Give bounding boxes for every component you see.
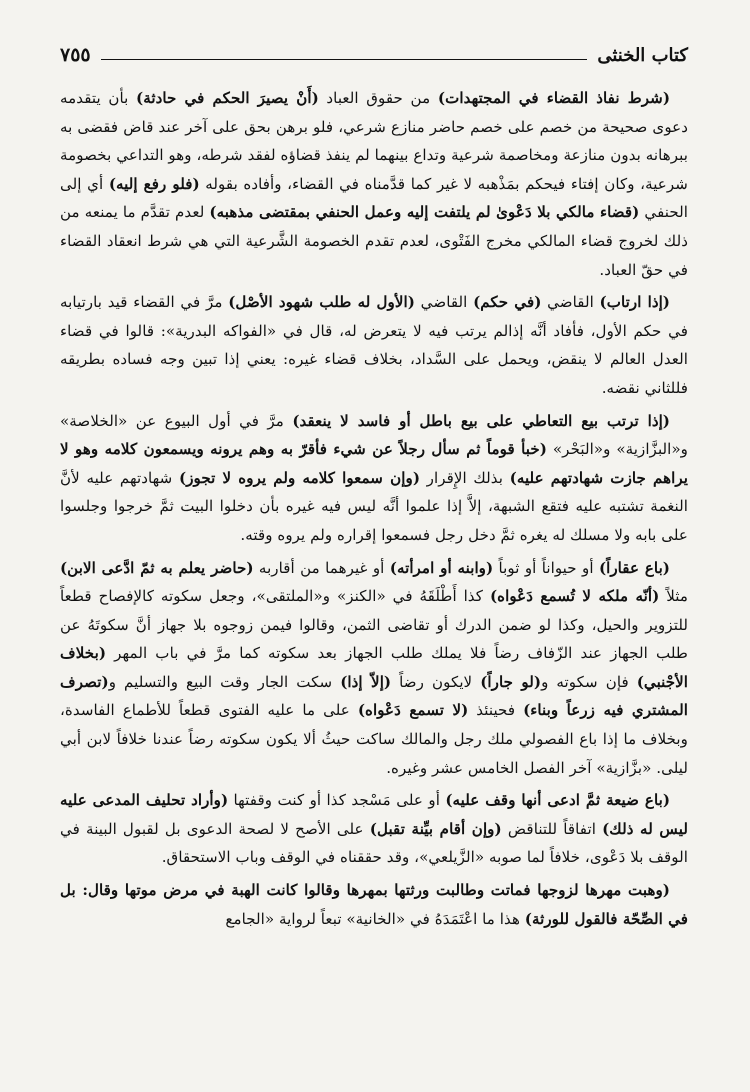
running-header — [60, 32, 688, 66]
bold-matn-segment: (قضاء مالكي بلا دَعْوىٰ لم يلتفت إليه وعمل الحنفي بمقتضى مذهبه) — [209, 203, 640, 222]
bold-matn-segment: (تصرف المشتري فيه زرعاً وبناء) — [60, 672, 688, 720]
commentary-segment: اتفاقاً للتناقض — [501, 819, 603, 838]
paragraph — [60, 554, 688, 783]
commentary-segment: شهادتهم عليه لأنَّ النغمة تشتبه عليه فتقع الشبهة، إلاَّ إذا علموا أنَّه ليس فيه غيره بأن دخلوا البيت ثمَّ خرجوا وجلسوا على بابه ولا مسلك له يغره ثمَّ دخل رجل فسمعوا إقراره ولم يروه وقته. — [60, 468, 688, 544]
commentary-segment: من حقوق العباد — [318, 89, 438, 107]
bold-matn-segment: (حاضر يعلم به ثمّ ادَّعى الابن) — [60, 558, 254, 577]
bold-matn-segment: (في حكم) — [473, 293, 542, 312]
bold-matn-segment: (بخلاف الأجْنبي) — [60, 644, 688, 691]
commentary-segment: هذا ما اعْتَمَدَهُ في «الخانية» تبعاً لرواية «الجامع — [225, 909, 525, 928]
bold-matn-segment: (وهبت مهرها لزوجها فماتت وطالبت ورثتها بمهرها وقالوا كانت الهبة في مرض موتها وقال: بل في الصِّحّة فالقول للورثة) — [60, 881, 688, 928]
bold-matn-segment: (أَنْ يصيرَ الحكم في حادثة) — [136, 89, 319, 107]
commentary-segment: أي إلى الحنفي — [60, 174, 689, 222]
paragraph — [60, 84, 688, 284]
page-body — [60, 84, 688, 933]
bold-matn-segment: (شرط نفاذ القضاء في المجتهدات) — [437, 89, 671, 107]
commentary-segment: أو على مَسْجد كذا أو كنت وقفتها — [228, 791, 446, 810]
paragraph — [60, 876, 688, 933]
bold-matn-segment: (لو جاراً) — [480, 672, 542, 691]
commentary-segment: مثلاً — [659, 587, 689, 606]
paragraph — [60, 407, 688, 550]
commentary-segment: أو غيرهما من أقاربه — [253, 558, 390, 577]
bold-matn-segment: (إذا ترتب بيع التعاطي على بيع باطل أو فاسد لا ينعقد) — [292, 411, 670, 430]
commentary-segment: على ما عليه الفتوى قطعاً للأطماع الفاسدة، وبخلاف ما إذا باع الفصولي ملك رجل والمالك ساكت حيثُ ألا يكون سكوته رضاً عندنا خلافاً لابن أبي ليلى. «بزَّازية» آخر الفصل الخامس عشر وغيره. — [60, 701, 688, 777]
commentary-segment: بذلك الإِقرار — [420, 468, 510, 487]
commentary-segment: لعدم تقدَّم ما يمنعه من ذلك لخروج قضاء المالكي مخرج الفَتْوى، لعدم تقدم الخصومة الشَّرعية التي هي شرط انعقاد القضاء في حقّ العباد. — [60, 203, 688, 279]
page-number: ٧٥٥ — [60, 44, 91, 66]
paragraph — [60, 786, 688, 872]
bold-matn-segment: (وابنه أو امرأته) — [389, 558, 494, 577]
bold-matn-segment: (باع ضيعة ثمَّ ادعى أنها وقف عليه) — [445, 791, 671, 810]
bold-matn-segment: (أنّه ملكه لا تُسمع دَعْواه) — [489, 587, 660, 606]
commentary-segment: فإن سكوته و — [541, 672, 637, 691]
commentary-segment: أو حيواناً أو ثوباً — [493, 558, 599, 577]
bold-matn-segment: (وأراد تحليف المدعى عليه ليس له ذلك) — [60, 791, 688, 838]
commentary-segment: مرَّ في أول البيوع عن «الخلاصة» و«البزَّازية» و«البَحْر» — [60, 411, 688, 459]
commentary-segment: بأن يتقدمه دعوى صحيحة من خصم على خصم حاضر منازع شرعي، فلو برهن بحق على آخر عند قاض فقضى به ببرهانه بدون منازعة ومخاصمة شرعية وتداع بينهما لم ينفذ قضاؤه لفقد شرطه، وهو التداعي بخصومة شرعية، وكان إفتاء فيحكم بمَذْهبه لا غير كما قدَّمناه في القضاء، وأفاده بقوله — [60, 89, 688, 193]
bold-matn-segment: (وإن أقام بيِّنة تقبل) — [369, 819, 502, 838]
book-title: كتاب الخنثى — [597, 45, 688, 66]
commentary-segment: القاضي — [541, 293, 600, 312]
bold-matn-segment: (باع عقاراً) — [598, 558, 670, 577]
header-rule — [101, 59, 588, 60]
bold-matn-segment: (خبأ قوماً ثم سأل رجلاً عن شيء فأقرّ به وهم يرونه ويسمعون كلامه وهو لا يراهم جازت شهادتهم عليه) — [60, 440, 688, 487]
bold-matn-segment: (فلو رفع إليه) — [108, 174, 200, 193]
bold-matn-segment: (إلاّ إذا) — [340, 672, 392, 691]
commentary-segment: سكت الجار وقت البيع والتسليم و — [108, 672, 341, 691]
commentary-segment: كذا أَطْلَقَهُ في «الكنز» و«الملتقى»، وجعل سكوته كالإفصاح قطعاً للتزوير والحيل، وكذا لو ضمن الدرك أو تقاضى الثمن، وقالوا فيمن زوجوه بلا جهاز أنَّ سكوتَهُ عن طلب الجهاز عند الزّفاف رضاً فلا يملك طلب الجهاز بعد سكوته كما مرَّ في باب المهر — [60, 587, 688, 663]
bold-matn-segment: (الأول له طلب شهود الأصْل) — [228, 293, 415, 312]
paragraph — [60, 288, 688, 402]
commentary-segment: مرَّ في القضاء قيد بارتيابه في حكم الأول، فأفاد أنَّه إذالم يرتب فيه لا يتعرض له، قال في «الفواكه البدرية»: قالوا في قضاء العدل العالم لا ينقض، ويحمل على السَّداد، بخلاف قضاء غيره: يعني إذا تبين وجه فساده بطريقه فللثاني نقضه. — [60, 293, 688, 397]
commentary-segment: لايكون رضاً — [391, 672, 481, 691]
commentary-segment: القاضي — [414, 293, 474, 312]
commentary-segment: فحينئذ — [468, 701, 524, 720]
bold-matn-segment: (إذا ارتاب) — [599, 293, 670, 312]
commentary-segment: على الأصح لا لصحة الدعوى بل لقبول البينة في الوقف بلا دَعْوى، خلافاً لما صوبه «الزَّيلعي»، وقد حققناه في الوقف وباب الاستحقاق. — [60, 819, 688, 867]
bold-matn-segment: (لا تسمع دَعْواه) — [357, 701, 469, 720]
bold-matn-segment: (وإن سمعوا كلامه ولم يروه لا تجوز) — [179, 468, 421, 487]
